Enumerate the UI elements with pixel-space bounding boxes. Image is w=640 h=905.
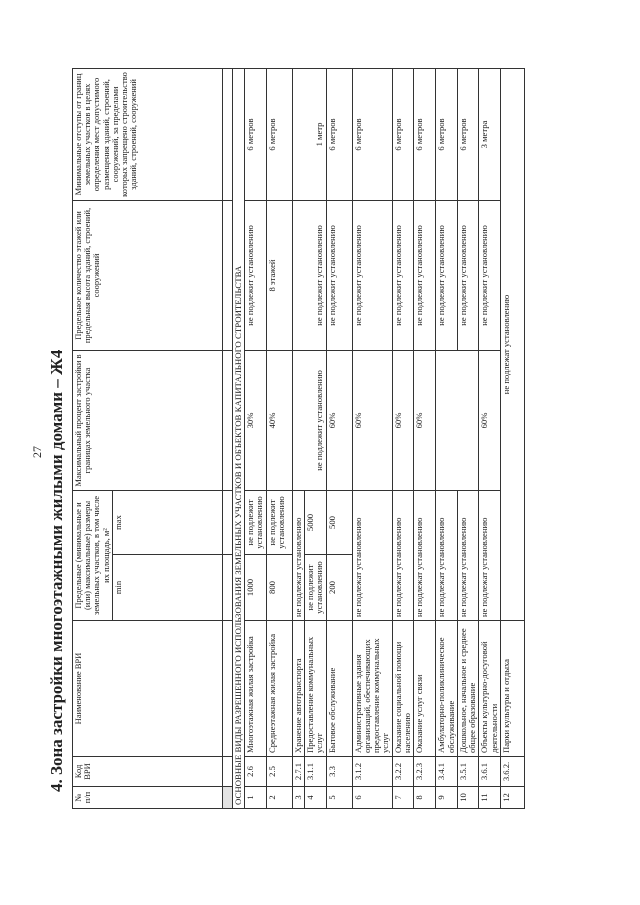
row-min: не подлежит установлению: [305, 555, 327, 621]
section-row: [232, 68, 245, 808]
row-name: Оказание социальной помощи населению: [392, 621, 414, 757]
row-percent: 30%: [245, 350, 267, 490]
row-name: Предоставление коммунальных услуг: [305, 621, 327, 757]
zoning-regulations-table: [72, 68, 525, 809]
row-name: Бытовое обслуживание: [326, 621, 352, 757]
page-number: 27: [30, 446, 44, 458]
row-code: 3.4.1: [436, 757, 458, 787]
row-num: 9: [436, 787, 458, 809]
row-floors: не подлежит установлению: [326, 200, 352, 350]
row-setback: 6 метров: [457, 68, 479, 200]
row-floors: не подлежит установлению: [436, 200, 458, 350]
row-percent: не подлежит установлению: [292, 350, 326, 490]
row-code: 2.7.1: [292, 757, 304, 787]
row-max: 500: [326, 490, 352, 554]
row-floors: не подлежит установлению: [352, 200, 392, 350]
row-percent: 60%: [352, 350, 392, 490]
row-name: Административные здания организаций, обеспечивающих предоставление коммунальных услуг: [352, 621, 392, 757]
row-max: 5000: [305, 490, 327, 554]
row-setback: 6 метров: [245, 68, 267, 200]
header-num: № п/п: [73, 787, 223, 809]
row-num: 7: [392, 787, 414, 809]
header-area: Предельные (минимальные и (или) максимальные) размеры земельных участков, в том числе их площадь, м²: [73, 490, 113, 620]
row-name: Многоэтажная жилая застройка: [245, 621, 267, 757]
row-floors: не подлежит установлению: [292, 200, 326, 350]
row-code: 3.5.1: [457, 757, 479, 787]
row-name: Среднеэтажная жилая застройка: [266, 621, 292, 757]
row-num: 11: [479, 787, 501, 809]
row-setback: 6 метров: [436, 68, 458, 200]
row-setback: 3 метра: [479, 68, 501, 200]
table-row: [326, 68, 352, 808]
row-percent-empty: [436, 350, 479, 490]
row-num: 6: [352, 787, 392, 809]
row-floors: не подлежит установлению: [479, 200, 501, 350]
row-floors: не подлежит установлению: [457, 200, 479, 350]
row-num: 2: [266, 787, 292, 809]
row-minmax: не подлежат установлению: [479, 490, 501, 620]
row-percent: 60%: [479, 350, 501, 490]
row-num: 1: [245, 787, 267, 809]
row-floors: не подлежит установлению: [392, 200, 414, 350]
header-max: max: [112, 490, 222, 554]
row-num: 3: [292, 787, 304, 809]
header-setback: Минимальные отступы от границ земельных участков в целях определения мест допустимого размещения зданий, строений, сооружений, за пределами которых запрещено строительство зданий, строений, сооружений: [73, 68, 223, 200]
row-percent: 40%: [266, 350, 292, 490]
table-row: [292, 68, 304, 808]
row-max: не подлежит установлению: [245, 490, 267, 554]
row-minmax: не подлежат установлению: [436, 490, 458, 620]
row-min: 1000: [245, 555, 267, 621]
row-setback: 6 метров: [352, 68, 392, 200]
row-code: 3.2.2: [392, 757, 414, 787]
row-minmax: не подлежат установлению: [352, 490, 392, 620]
table-row: [414, 68, 436, 808]
row-code: 3.6.2.: [500, 757, 524, 787]
row-num: 5: [326, 787, 352, 809]
row-floors: 8 этажей: [266, 200, 292, 350]
row-floors: не подлежит установлению: [414, 200, 436, 350]
row-num: 8: [414, 787, 436, 809]
row-minmax: не подлежат установлению: [292, 490, 304, 620]
spacer-row: [222, 68, 232, 808]
row-setback: 6 метров: [326, 68, 352, 200]
row-name: Дошкольное, начальное и среднее общее образование: [457, 621, 479, 757]
zone-title: 4. Зона застройки многоэтажными жилыми домами – Ж4: [47, 349, 66, 792]
row-name: Объекты культурно-досуговой деятельности: [479, 621, 501, 757]
header-percent: Максимальный процент застройки в границах земельного участка: [73, 350, 223, 490]
row-minmax: не подлежат установлению: [392, 490, 414, 620]
row-num: 12: [500, 787, 524, 809]
section-heading: ОСНОВНЫЕ ВИДЫ РАЗРЕШЕННОГО ИСПОЛЬЗОВАНИЯ ЗЕМЕЛЬНЫХ УЧАСТКОВ И ОБЪЕКТОВ КАПИТАЛЬНОГО СТРОИТЕЛЬСТВА: [232, 68, 245, 808]
row-code: 3.2.3: [414, 757, 436, 787]
row-min: 200: [326, 555, 352, 621]
header-row: [73, 68, 113, 808]
table-row: [392, 68, 414, 808]
table-row: [266, 68, 292, 808]
row-max: не подлежит установлению: [266, 490, 292, 554]
table-row: [479, 68, 501, 808]
header-min: min: [112, 555, 222, 621]
table-row: [352, 68, 392, 808]
row-setback: 6 метров: [392, 68, 414, 200]
row-code: 2.6: [245, 757, 267, 787]
row-floors: не подлежит установлению: [245, 200, 267, 350]
row-code: 2.5: [266, 757, 292, 787]
row-setback: 6 метров: [266, 68, 292, 200]
row-percent: 60%: [414, 350, 436, 490]
row-all: не подлежат установлению: [500, 68, 524, 620]
row-minmax: не подлежат установлению: [457, 490, 479, 620]
row-setback: 1 метр: [292, 68, 326, 200]
row-percent: 60%: [326, 350, 352, 490]
row-min: 800: [266, 555, 292, 621]
row-num: 10: [457, 787, 479, 809]
header-name: Наименование ВРИ: [73, 621, 223, 757]
row-name: Амбулаторно-поликлиническое обслуживание: [436, 621, 458, 757]
row-name: Парки культуры и отдыха: [500, 621, 524, 757]
row-code: 3.1.1: [305, 757, 327, 787]
row-code: 3.3: [326, 757, 352, 787]
table-row: [436, 68, 458, 808]
row-code: 3.6.1: [479, 757, 501, 787]
row-num: 4: [305, 787, 327, 809]
rotated-page: [20, 22, 620, 882]
table-row: [500, 68, 524, 808]
row-name: Хранение автотранспорта: [292, 621, 304, 757]
header-floors: Предельное количество этажей или предельная высота зданий, строений, сооружений: [73, 200, 223, 350]
table-row: [245, 68, 267, 808]
row-name: Оказание услуг связи: [414, 621, 436, 757]
row-code: 3.1.2: [352, 757, 392, 787]
header-code: Код ВРИ: [73, 757, 223, 787]
row-minmax: не подлежат установлению: [414, 490, 436, 620]
row-percent: 60%: [392, 350, 414, 490]
row-setback: 6 метров: [414, 68, 436, 200]
